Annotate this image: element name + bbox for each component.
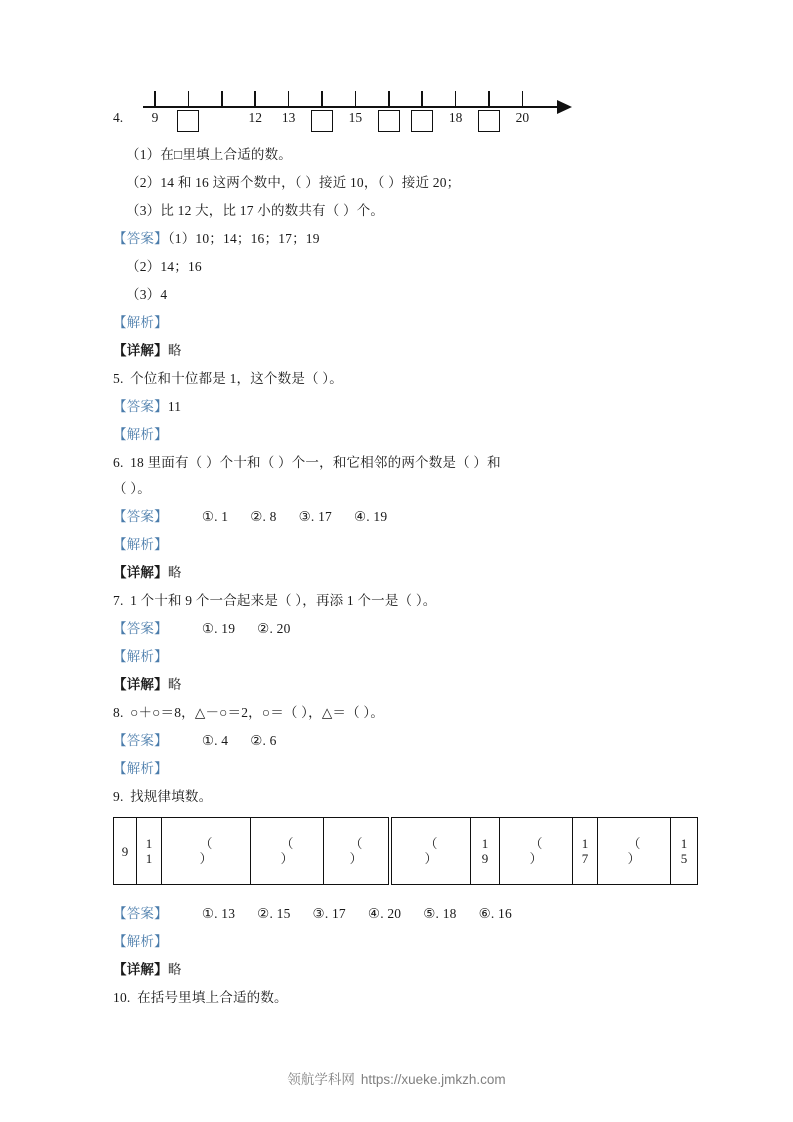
footer-watermark [0,1068,793,1088]
question-9-option-4: ④. 20 [367,906,402,921]
question-4-part-3: （3）比 12 大，比 17 小的数共有（ ）个。 [126,203,385,218]
question-9-row [113,788,713,805]
cell-line-top: （ [529,836,543,851]
cell-line-top: （ [199,836,213,851]
question-4-answer-row [113,230,713,247]
question-8-text: ○＋○＝8，△－○＝2，○＝（ ），△＝（ ）。 [130,705,385,720]
number-line-tick [355,91,357,106]
table-row [114,818,389,885]
question-5-answer-row [113,398,713,415]
question-6-text-line-2: （ ）。 [113,481,151,496]
cell-line-top: 1 [145,836,153,851]
number-line-arrow-icon [557,100,572,114]
cell-line-top: （ [424,836,438,851]
number-line-tick [154,91,156,106]
analysis-label: 【解析】 [113,934,168,949]
answer-label: 【答案】 [113,621,168,636]
question-5-answer-text: 11 [167,399,182,414]
question-9-option-6: ⑥. 16 [478,906,512,921]
analysis-label: 【解析】 [113,315,168,330]
number-line-tick [388,91,390,106]
question-9-number: 9. [113,789,124,804]
number-line-label: 18 [448,110,463,125]
table-cell-blank[interactable] [324,818,389,885]
number-line-tick [254,91,256,106]
question-9-option-1: ①. 13 [201,906,236,921]
question-7-option-2: ②. 20 [257,621,291,636]
number-line-label: 13 [281,110,296,125]
detail-label: 【详解】 [113,677,168,692]
number-line-tick [221,91,223,106]
analysis-label: 【解析】 [113,649,168,664]
question-5-text: 个位和十位都是 1，这个数是（ ）。 [130,371,343,386]
number-line-answer-box[interactable] [411,110,433,132]
cell-line-bottom: ） [199,851,213,866]
question-6-option-4: ④. 19 [353,509,388,524]
table-cell-number [573,818,598,885]
number-line-label: 15 [348,110,363,125]
question-8-row [113,704,713,721]
table-cell-number: 9 [114,818,137,885]
question-7-option-1: ①. 19 [201,621,236,636]
pattern-table-right [391,817,698,885]
number-line-label: 9 [151,110,159,125]
question-7-row [113,592,713,609]
question-10-number: 10. [113,990,131,1005]
answer-label: 【答案】 [113,231,168,246]
cell-line-bottom: ） [349,851,363,866]
analysis-label: 【解析】 [113,427,168,442]
number-line-tick [421,91,423,106]
cell-line-bottom: ） [529,851,543,866]
detail-label: 【详解】 [113,565,168,580]
question-9-analysis-row [113,933,713,950]
table-cell-number [137,818,162,885]
question-4-answer-1: （1）10；14；16；17；19 [167,231,320,246]
answer-label: 【答案】 [113,733,168,748]
table-cell-blank[interactable] [251,818,324,885]
question-6-option-2: ②. 8 [250,509,277,524]
question-6-row [113,454,713,471]
content-column [113,84,713,1017]
cell-line-bottom: ） [424,851,438,866]
question-4-detail-text: 略 [167,343,182,358]
cell-line-bottom: 1 [145,851,153,866]
question-10-text: 在括号里填上合适的数。 [137,990,288,1005]
question-9-text: 找规律填数。 [130,789,213,804]
number-line-tick [188,91,190,106]
question-9-answer-row [113,905,713,922]
cell-line-bottom: 9 [481,851,489,866]
number-line-label: 20 [515,110,530,125]
number-line-answer-box[interactable] [378,110,400,132]
question-5-row [113,370,713,387]
answer-label: 【答案】 [113,399,168,414]
number-line-tick [455,91,457,106]
table-cell-blank[interactable] [162,818,251,885]
cell-line-top: （ [349,836,363,851]
question-5-number: 5. [113,371,124,386]
question-4-part-1: （1）在□里填上合适的数。 [126,147,293,162]
question-8-option-1: ①. 4 [201,733,229,748]
number-line-tick [288,91,290,106]
cell-line-top: 1 [481,836,489,851]
question-7-analysis-row [113,648,713,665]
answer-label: 【答案】 [113,906,168,921]
table-cell-blank[interactable] [598,818,671,885]
footer-url: https://xueke.jmkzh.com [360,1072,506,1087]
number-line-answer-box[interactable] [478,110,500,132]
number-line-answer-box[interactable] [311,110,333,132]
cell-line-bottom: 5 [680,851,688,866]
analysis-label: 【解析】 [113,537,168,552]
question-6-detail-row [113,564,713,581]
question-9-option-5: ⑤. 18 [423,906,457,921]
number-line-tick [522,91,524,106]
number-line-diagram [143,84,573,146]
number-line-answer-box[interactable] [177,110,199,132]
question-4-number: 4. [113,110,124,125]
question-4-detail-row [113,342,713,359]
number-line-label: 12 [248,110,262,125]
cell-line-top: 1 [680,836,688,851]
question-9-option-2: ②. 15 [257,906,291,921]
cell-line-top: 1 [581,836,589,851]
question-9-option-3: ③. 17 [312,906,346,921]
number-line-tick [488,91,490,106]
question-9-detail-row [113,961,713,978]
question-6-number: 6. [113,455,124,470]
cell-line-bottom: ） [627,851,641,866]
table-cell-blank[interactable] [500,818,573,885]
footer-site-name: 领航学科网 [287,1072,355,1087]
question-7-answer-row [113,620,713,637]
cell-line-top: （ [280,836,294,851]
cell-line-top: （ [627,836,641,851]
question-6-answer-row [113,508,713,525]
question-8-answer-row [113,732,713,749]
question-6-text-line-1: 18 里面有（ ）个十和（ ）个一，和它相邻的两个数是（ ）和 [130,455,501,470]
pattern-table-left [113,817,389,885]
question-8-number: 8. [113,705,124,720]
analysis-label: 【解析】 [113,761,168,776]
table-row [392,818,698,885]
question-7-text: 1 个十和 9 个一合起来是（ ），再添 1 个一是（ ）。 [130,593,437,608]
detail-label: 【详解】 [113,962,168,977]
number-line-axis [143,106,561,108]
question-9-detail-text: 略 [167,962,182,977]
question-4-analysis-row [113,314,713,331]
question-7-detail-text: 略 [167,677,182,692]
question-4-part-2: （2）14 和 16 这两个数中，（ ）接近 10，（ ）接近 20； [126,175,461,190]
question-6-option-1: ①. 1 [201,509,229,524]
question-8-option-2: ②. 6 [250,733,277,748]
question-5-analysis-row [113,426,713,443]
question-6-analysis-row [113,536,713,553]
table-cell-number [671,818,698,885]
answer-label: 【答案】 [113,509,168,524]
number-line-tick [321,91,323,106]
table-cell-number [471,818,500,885]
question-6-detail-text: 略 [167,565,182,580]
question-4-answer-3: （3）4 [126,287,168,302]
table-cell-blank[interactable] [392,818,471,885]
question-9-tables [113,817,713,887]
question-8-analysis-row [113,760,713,777]
question-10-row [113,989,713,1006]
question-4-answer-2: （2）14；16 [126,259,202,274]
question-4-number-line-row [113,84,713,146]
question-7-number: 7. [113,593,124,608]
question-6-option-3: ③. 17 [298,509,332,524]
detail-label: 【详解】 [113,343,168,358]
cell-line-bottom: ） [280,851,294,866]
cell-line-bottom: 7 [581,851,589,866]
question-7-detail-row [113,676,713,693]
